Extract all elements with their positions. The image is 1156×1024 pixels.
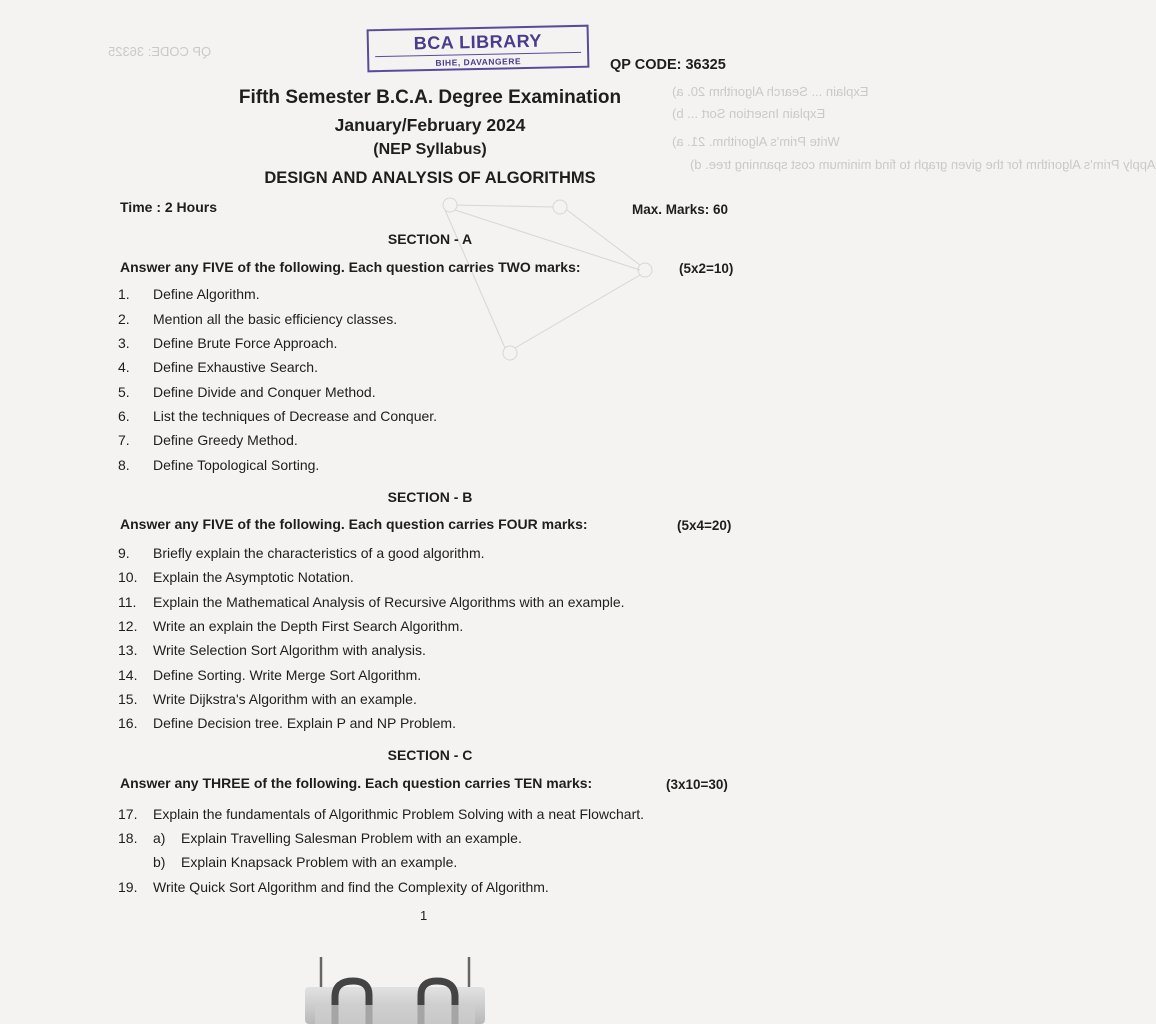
section-instruction: Answer any FIVE of the following. Each question carries TWO marks: — [120, 259, 581, 275]
question-number: 2. — [118, 311, 130, 327]
stamp-title: BCA LIBRARY — [413, 30, 543, 54]
section-instruction: Answer any THREE of the following. Each question carries TEN marks: — [120, 775, 593, 791]
exam-session: January/February 2024 — [334, 115, 526, 135]
page-number: 1 — [420, 908, 428, 923]
question-number: 6. — [118, 408, 130, 424]
stamp-subtitle: BIHE, DAVANGERE — [435, 56, 522, 68]
question-text: Define Exhaustive Search. — [153, 359, 318, 375]
section-marks: (3x10=30) — [666, 777, 728, 792]
exam-paper-page: QP CODE: 36325 Explain ... Search Algorithm 20. a) Explain Insertion Sort ... b) Write Prim's Algorithm. 21. a) Apply Prim's Algorithm for the given graph to find minimum cost spanning tree. d) BCA LIBRARY BIHE, DAVANGERE QP CODE: 36325 Fifth Semester B.C.A. Degree Examination January/February 2024 (NEP Syllabus) DESIGN AND ANALYSIS OF ALGORITHMS Time : 2 Hours Max. Marks: 60 SECTION - A Answer any FIVE of the following. Each question carries TWO marks: (5x2=10) 1. Define Algorithm. 2. Mention all the basic efficiency classes. 3. Define Brute Force Approach. 4. Define Exhaustive Search. 5. Define Divide and Conquer Method. 6. List the techniques of Decrease and Conquer. 7. Define Greedy Method. 8. Define Topological Sorting. SECTION - B Answer any FIVE of the following. Each question carries FOUR marks: (5x4=20) 9. Briefly explain the characteristics of a good algorithm. 10. Explain the Asymptotic Notation. 11. Explain the Mathematical Analysis of Recursive Algorithms with an example. 12. Write an explain the Depth First Search Algorithm. 13. Write Selection Sort Algorithm with analysis. 14. Define Sorting. Write Merge Sort Algorithm. 15. Write Dijkstra's Algorithm with an example. 16. Define Decision tree. Explain P and NP Problem. SECTION - C Answer any THREE of the following. Each question carries TEN marks: (3x10=30) 17. Explain the fundamentals of Algorithmic Problem Solving with a neat Flowchart. 18. a) Explain Travelling Salesman Problem with an example. b) Explain Knapsack Problem with an example. 19. Write Quick Sort Algorithm and find the Complexity of Algorithm. 1 — [0, 0, 768, 1024]
question-number: 3. — [118, 335, 130, 351]
section-title: SECTION - C — [387, 747, 473, 763]
question-text: Briefly explain the characteristics of a good algorithm. — [153, 545, 485, 561]
question-text: Explain the fundamentals of Algorithmic Problem Solving with a neat Flowchart. — [153, 806, 645, 822]
question-text: Write Quick Sort Algorithm and find the Complexity of Algorithm. — [153, 879, 549, 895]
qp-code: QP CODE: 36325 — [610, 57, 726, 73]
library-stamp — [367, 25, 590, 73]
question-text: Define Algorithm. — [153, 286, 260, 302]
binder-clip-icon — [305, 955, 485, 1024]
subject-title: DESIGN AND ANALYSIS OF ALGORITHMS — [264, 169, 596, 187]
exam-duration: Time : 2 Hours — [120, 199, 217, 215]
question-number: 16. — [118, 715, 138, 731]
question-text: Write Dijkstra's Algorithm with an example. — [153, 691, 417, 707]
question-number: 12. — [118, 618, 138, 634]
syllabus: (NEP Syllabus) — [373, 141, 487, 158]
question-text: Mention all the basic efficiency classes. — [153, 311, 398, 327]
section-instruction: Answer any FIVE of the following. Each question carries FOUR marks: — [120, 516, 588, 532]
question-number: 11. — [118, 594, 137, 610]
question-number: 10. — [118, 569, 138, 585]
subquestion-text: Explain Travelling Salesman Problem with an example. — [181, 830, 522, 846]
question-number: 15. — [118, 691, 138, 707]
section-title: SECTION - B — [387, 489, 473, 505]
question-number: 5. — [118, 384, 130, 400]
question-number: 13. — [118, 642, 138, 658]
max-marks: Max. Marks: 60 — [632, 202, 729, 217]
question-number: 1. — [118, 286, 130, 302]
question-number: 4. — [118, 359, 130, 375]
section-marks: (5x2=10) — [679, 261, 734, 276]
question-number: 14. — [118, 667, 138, 683]
question-number: 18. — [118, 830, 138, 846]
question-text: Define Sorting. Write Merge Sort Algorithm. — [153, 667, 422, 683]
question-text: Explain the Mathematical Analysis of Recursive Algorithms with an example. — [153, 594, 625, 610]
question-text: Define Greedy Method. — [153, 432, 298, 448]
subquestion-label: b) — [153, 854, 166, 870]
question-text: Define Decision tree. Explain P and NP Problem. — [153, 715, 456, 731]
section-title: SECTION - A — [387, 231, 473, 247]
question-text: Define Divide and Conquer Method. — [153, 384, 376, 400]
section-marks: (5x4=20) — [677, 518, 732, 533]
question-text: Write an explain the Depth First Search Algorithm. — [153, 618, 464, 634]
subquestion-label: a) — [153, 830, 166, 846]
question-number: 17. — [118, 806, 138, 822]
question-text: Explain the Asymptotic Notation. — [153, 569, 354, 585]
question-text: Write Selection Sort Algorithm with analysis. — [153, 642, 426, 658]
question-number: 9. — [118, 545, 130, 561]
question-text: Define Brute Force Approach. — [153, 335, 338, 351]
question-text: List the techniques of Decrease and Conquer. — [153, 408, 438, 424]
question-text: Define Topological Sorting. — [153, 457, 320, 473]
subquestion-text: Explain Knapsack Problem with an example. — [181, 854, 458, 870]
question-number: 19. — [118, 879, 138, 895]
question-number: 7. — [118, 432, 130, 448]
exam-title: Fifth Semester B.C.A. Degree Examination — [238, 87, 622, 108]
question-number: 8. — [118, 457, 130, 473]
